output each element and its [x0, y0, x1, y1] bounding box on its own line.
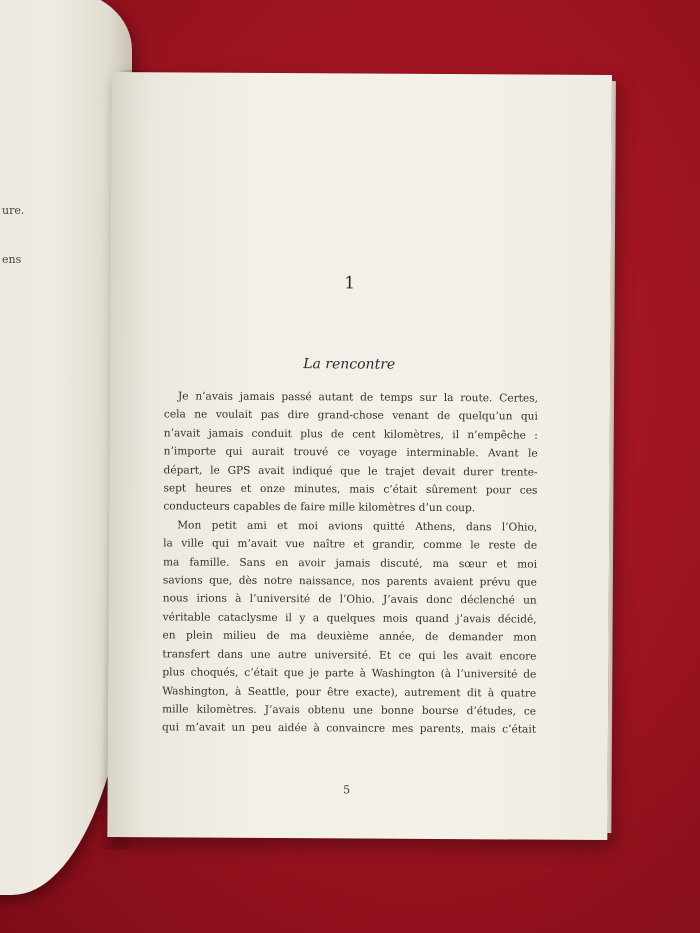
left-page-fragment: ure.: [2, 204, 25, 217]
page-number: 5: [343, 783, 351, 797]
left-page-fragment: ens: [2, 253, 22, 266]
text-line: n’avait jamais conduit plus de cent kilomètres, il n’empêche :: [163, 427, 538, 442]
chapter-number: 1: [344, 273, 356, 294]
text-line: Washington, à Seattle, pour être exacte), autrement dit à quatre: [162, 684, 537, 700]
text-line: nous irions à l’université de l’Ohio. J’avais donc déclenché un: [162, 592, 537, 608]
text-line: transfert dans une autre université. Et ce qui les avait encore: [162, 648, 537, 663]
text-line: plus choqués, c’était que je parte à Washington (à l’université de: [162, 666, 537, 681]
text-line: conducteurs capables de faire mille kilomètres d’un coup.: [163, 500, 476, 515]
text-line: cela ne voulait pas dire grand-chose venant de quelqu’un qui: [163, 408, 538, 424]
body-text: [162, 387, 538, 739]
text-line: savions que, dès notre naissance, nos parents avaient prévu que: [162, 574, 537, 589]
text-line: véritable cataclysme il y a quelques mois quand j’avais décidé,: [162, 611, 537, 626]
text-line: en plein milieu de ma deuxième année, de demander mon: [162, 629, 537, 644]
right-page: [107, 72, 612, 840]
text-line: qui m’avait un peu aidée à convaincre mes parents, mais c’était: [161, 721, 537, 736]
text-line: n’importe qui aurait trouvé ce voyage interminable. Avant le: [163, 445, 538, 460]
page-edge: [607, 81, 616, 833]
text-line: mille kilomètres. J’avais obtenu une bonne bourse d’études, ce: [162, 703, 537, 718]
text-line: Je n’avais jamais passé autant de temps sur la route. Certes,: [177, 390, 539, 405]
text-line: ma famille. Sans en avoir jamais discuté, ma sœur et moi: [162, 555, 538, 571]
text-line: Mon petit ami et moi avions quitté Athens, dans l’Ohio,: [177, 519, 538, 534]
chapter-title: La rencontre: [303, 356, 396, 373]
text-line: la ville qui m’avait vue naître et grandir, comme le reste de: [163, 537, 538, 552]
text-line: départ, le GPS avait indiqué que le trajet devait durer trente-: [163, 463, 538, 479]
text-line: sept heures et onze minutes, mais c’était sûrement pour ces: [163, 482, 538, 497]
